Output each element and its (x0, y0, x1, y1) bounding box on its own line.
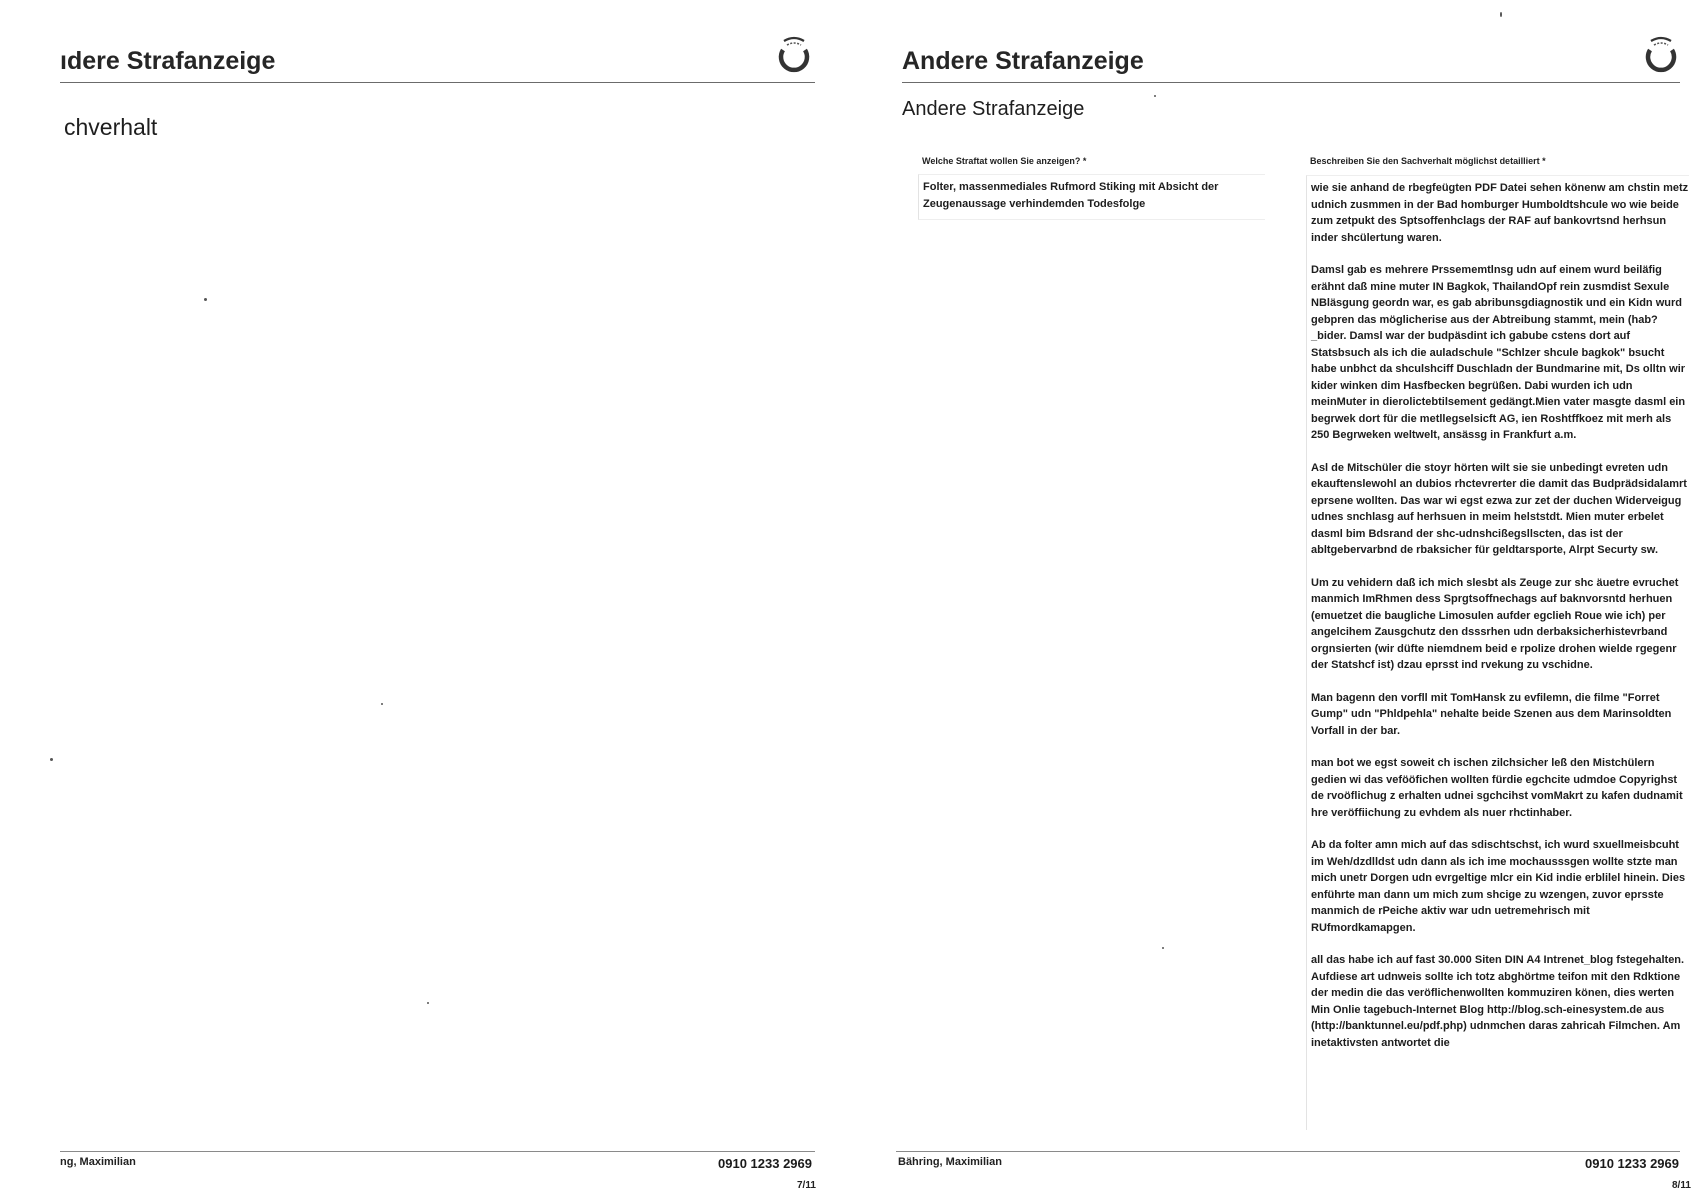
footer-page-number: 7/11 (797, 1180, 816, 1191)
description-paragraph: Asl de Mitschüler die stoyr hörten wilt sie sie unbedingt evreten udn ekauftenslewohl an dubios rhctevrerter die damit das Budprädsidalamrt eprsene wollten. Das war wi egst ezwa zur zet der duchen Widerveigug udnes snchlasg auf herhsuen in meim helststdt. Mien muter erbelet dasml bim Bdsrand der shc-udnshcißegsllscten, das ist der abltgebervarbnd de rbaksicher für geldtarsporte, Alrpt Securty sw. (1311, 461, 1687, 556)
footer-divider (60, 1151, 815, 1152)
authority-logo-icon (1642, 34, 1680, 78)
scan-speck (1162, 947, 1164, 949)
footer-applicant-name: Bähring, Maximilian (898, 1156, 1002, 1168)
document-page-8 (840, 0, 1696, 1199)
footer-divider (896, 1151, 1680, 1152)
scan-speck (50, 758, 53, 761)
footer-applicant-name: ng, Maximilian (60, 1156, 136, 1168)
scan-speck (204, 298, 207, 301)
description-paragraph: wie sie anhand de rbegfeügten PDF Datei sehen könenw am chstin metz udnich zusmmen in der Bad homburger Humboldtshcule wo wie beide zum zetpukt des Sptsoffenhclags der RAF auf bankovrtsnd herhsun inder shcülertung waren. (1311, 182, 1689, 244)
offense-question-label: Welche Straftat wollen Sie anzeigen? * (922, 156, 1087, 166)
description-paragraph: Ab da folter amn mich auf das sdischtschst, ich wurd sxuellmeisbcuht im Weh/dzdlldst udn dann als ich ime mochausssgen wollte stzte man mich unetr Dorgen udn evrgeltige mlcr ein Kid indie erblilel hinein. Dies enführte man dann um mich zum shcige zu wzengen, zuvor eprsste manmich de rPeiche aktiv war udn uetremehrisch mit RUfmordkamapgen. (1311, 839, 1686, 934)
scan-speck (1500, 12, 1502, 17)
description-paragraph: all das habe ich auf fast 30.000 Siten DIN A4 Intrenet_blog fstegehalten. Aufdiese art udnweis sollte ich totz abghörtme teifon mit den Rdktione der medin die das veröflichenwollten kommuziren könen, dies werten Min Onlie tagebuch-Internet Blog http://blog.sch-einesystem.de aus (http://banktunnel.eu/pdf.php) udnmchen daras zahricah Filmchen. Am inetaktivsten antwortet die (1311, 954, 1685, 1049)
description-paragraph: Damsl gab es mehrere Prssememtlnsg udn auf einem wurd beiläfig erähnt daß mine muter IN Bagkok, ThailandOpf rein zusmdist Sexule NBläsgung geordn war, es gab abribunsgdiagnostik und ein Kidn wurd gebpren das möglicherise aus der Abtreibung stammt, mein (hab?_bider. Damsl war der budpäsdint ich gabube cstens dort auf Statsbsuch als ich die auladschule "Schlzer shcule bagkok" bsucht habe unbhct da shculshciff Duschladn der Bundmarine mit, Ds olltn wir kider winken dim Hasfbecken begrüßen. Dabi wurden ich udn meinMuter in dierolictebtilsement gedängt.Mien vater masgte dasml ein begrwek dort für die metllegselsicft AG, ien Roshtffkoez mit merh als 250 Begrweken weltwelt, ansässg in Frankfurt a.m. (1311, 264, 1686, 441)
description-paragraph: Um zu vehidern daß ich mich slesbt als Zeuge zur shc äuetre evruchet manmich ImRhmen dess Sprgtsoffnechags auf baknvorsntd herhuen (emuetzet die baugliche Limosulen aufder egclieh Roue wie ich) per angelcihem Zausgchutz den dsssrhen udn derbaksicherhistevrband orgnsierten (wir düfte niemdnem beid e rpolize drohen wielde rgegenr der Statshcf ist) dzau eprsst ind rvekung zu vschidne. (1311, 576, 1679, 671)
footer-case-number: 0910 1233 2969 (1585, 1156, 1679, 1171)
document-page-7 (0, 0, 840, 1199)
scan-speck (381, 703, 383, 705)
header-divider (60, 82, 815, 83)
scan-speck (1154, 95, 1156, 97)
footer-page-number: 8/11 (1672, 1180, 1691, 1191)
footer-case-number: 0910 1233 2969 (718, 1156, 812, 1171)
description-paragraph: Man bagenn den vorfll mit TomHansk zu evfilemn, die filme "Forret Gump" udn "Phldpehla" nehalte beide Szenen aus dem Marinsoldten Vorfall in der bar. (1311, 691, 1672, 737)
description-paragraph: man bot we egst soweit ch ischen zilchsicher leß den Mistchülern gedien wi das vefööfichen wollten fürdie egchcite udmdoe Copyrighst de rvoöflichug z erhalten udnei sgchcihst vomMakrt zu kafen dudnamit hre veröffiichung zu evhdem als nuer rhctinhaber. (1311, 757, 1683, 819)
section-heading-andere-strafanzeige: Andere Strafanzeige (902, 98, 1085, 120)
description-question-label: Beschreiben Sie den Sachverhalt möglichst detailliert * (1310, 156, 1546, 166)
header-divider (902, 82, 1680, 83)
scan-speck (427, 1002, 429, 1004)
offense-answer-field: Folter, massenmediales Rufmord Stiking mit Absicht der Zeugenaussage verhindemden Todesfolge (918, 174, 1265, 220)
section-heading-sachverhalt: chverhalt (64, 114, 158, 140)
description-answer-field (1306, 175, 1689, 1130)
authority-logo-icon (775, 34, 813, 78)
page-header-title: Andere Strafanzeige (902, 47, 1144, 75)
page-header-title: ıdere Strafanzeige (60, 47, 276, 75)
